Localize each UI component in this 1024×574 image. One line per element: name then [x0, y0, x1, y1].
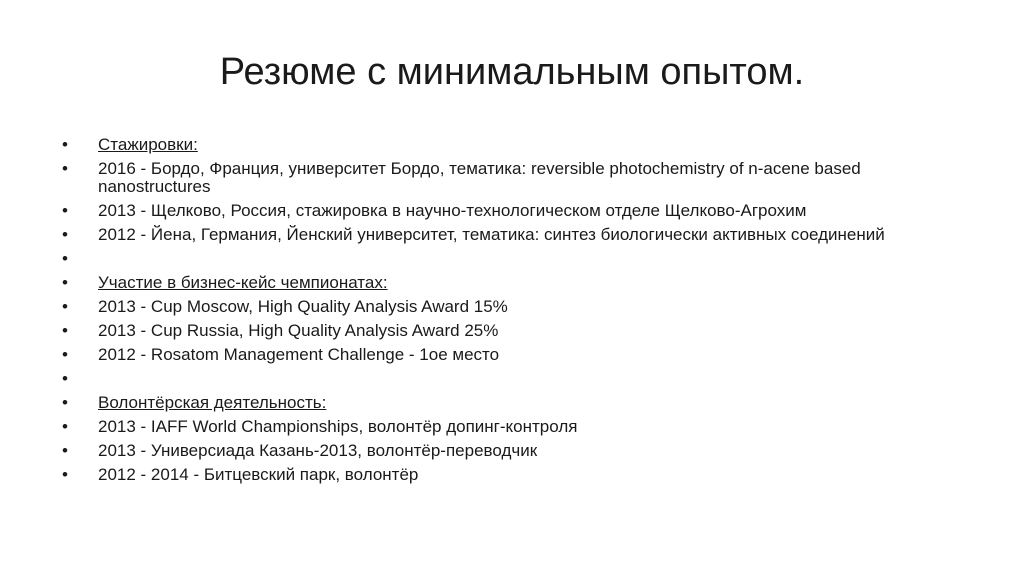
- bullet-icon: •: [62, 369, 68, 388]
- bullet-icon: •: [62, 273, 68, 292]
- list-item: [62, 160, 962, 196]
- list-item-text: 2012 - Йена, Германия, Йенский университет, тематика: синтез биологически активных соединений: [98, 225, 885, 244]
- bullet-icon: •: [62, 393, 68, 412]
- list-item-text: Стажировки:: [98, 135, 198, 154]
- bullet-icon: •: [62, 441, 68, 460]
- list-item-text: 2016 - Бордо, Франция, университет Бордо, тематика: reversible photochemistry of n-acene based nanostructures: [98, 159, 861, 196]
- list-item: [62, 226, 962, 244]
- bullet-icon: •: [62, 297, 68, 316]
- list-item: [62, 442, 962, 460]
- list-item-section-heading: [62, 394, 962, 412]
- list-item-text: 2013 - Cup Moscow, High Quality Analysis Award 15%: [98, 297, 508, 316]
- list-item-empty: [62, 250, 962, 268]
- list-item: [62, 466, 962, 484]
- list-item: [62, 418, 962, 436]
- bullet-icon: •: [62, 345, 68, 364]
- bullet-icon: •: [62, 417, 68, 436]
- list-item-text: Участие в бизнес-кейс чемпионатах:: [98, 273, 388, 292]
- bullet-icon: •: [62, 225, 68, 244]
- bullet-icon: •: [62, 465, 68, 484]
- list-item-text: 2012 - Rosatom Management Challenge - 1ое место: [98, 345, 500, 364]
- list-item: [62, 202, 962, 220]
- bullet-icon: •: [62, 249, 68, 268]
- list-item: [62, 298, 962, 316]
- list-item-text: 2013 - Универсиада Казань-2013, волонтёр-переводчик: [98, 441, 538, 460]
- list-item: [62, 322, 962, 340]
- bullet-icon: •: [62, 321, 68, 340]
- list-item-text: 2013 - Щелково, Россия, стажировка в научно-технологическом отделе Щелково-Агрохим: [98, 201, 807, 220]
- list-item-text: 2013 - IAFF World Championships, волонтёр допинг-контроля: [98, 417, 578, 436]
- bullet-list: [62, 136, 962, 490]
- list-item-section-heading: [62, 274, 962, 292]
- bullet-icon: •: [62, 201, 68, 220]
- list-item: [62, 346, 962, 364]
- bullet-icon: •: [62, 159, 68, 178]
- list-item-text: 2012 - 2014 - Битцевский парк, волонтёр: [98, 465, 419, 484]
- list-item-text: Волонтёрская деятельность:: [98, 393, 327, 412]
- slide-title: Резюме с минимальным опытом.: [219, 51, 805, 93]
- bullet-icon: •: [62, 135, 68, 154]
- list-item-section-heading: [62, 136, 962, 154]
- list-item-empty: [62, 370, 962, 388]
- list-item-text: 2013 - Cup Russia, High Quality Analysis Award 25%: [98, 321, 499, 340]
